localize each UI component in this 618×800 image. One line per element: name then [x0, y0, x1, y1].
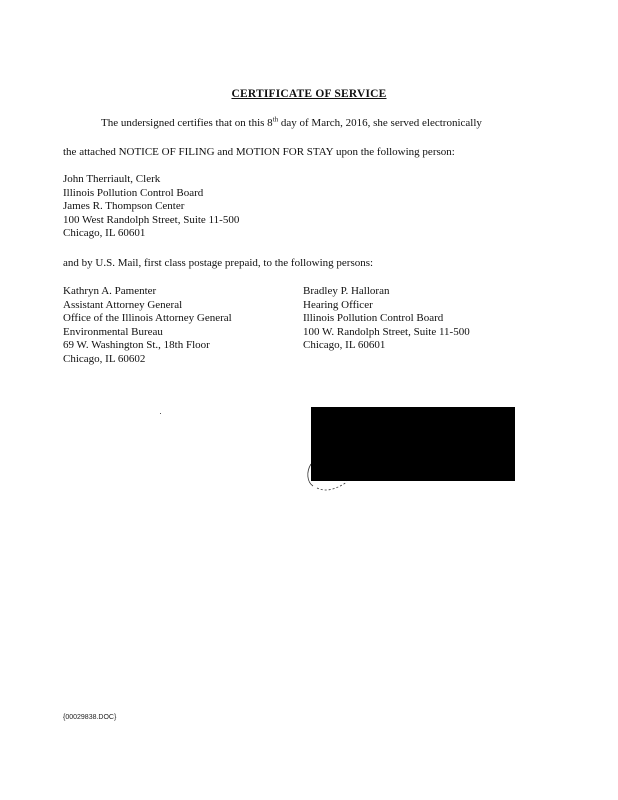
address-line: 100 West Randolph Street, Suite 11-500	[63, 213, 240, 226]
address-line: John Therriault, Clerk	[63, 173, 161, 185]
address-line: James R. Thompson Center	[63, 200, 185, 212]
mail-intro: and by U.S. Mail, first class postage prepaid, to the following persons:	[63, 257, 374, 269]
intro-line-1	[101, 117, 601, 129]
address-line: Illinois Pollution Control Board	[63, 186, 204, 199]
mail-recipient-hearing-officer	[303, 285, 470, 353]
address-line: Kathryn A. Pamenter	[63, 285, 157, 297]
address-line: Hearing Officer	[303, 298, 373, 311]
ordinal-suffix: th	[272, 115, 279, 124]
address-line: Bradley P. Halloran	[303, 285, 390, 297]
signature-redaction	[311, 407, 515, 481]
address-line: Chicago, IL 60602	[63, 352, 146, 365]
document-code: {00029838.DOC}	[63, 714, 117, 721]
intro-text-a: The undersigned certifies that on this 8	[101, 117, 273, 129]
address-line: Environmental Bureau	[63, 325, 163, 338]
address-line: Chicago, IL 60601	[303, 339, 386, 351]
address-line: 69 W. Washington St., 18th Floor	[63, 339, 210, 351]
address-line: Chicago, IL 60601	[63, 227, 146, 239]
address-line: Assistant Attorney General	[63, 298, 183, 311]
intro-text-b: day of March, 2016, she served electronically	[278, 117, 482, 129]
certificate-title: CERTIFICATE OF SERVICE	[231, 88, 387, 100]
scan-speck	[160, 413, 161, 414]
mail-recipient-attorney-general	[63, 285, 232, 366]
intro-line-2: the attached NOTICE OF FILING and MOTION FOR STAY upon the following person:	[63, 146, 455, 158]
address-line: Office of the Illinois Attorney General	[63, 312, 232, 324]
electronic-recipient-address	[63, 173, 239, 241]
address-line: 100 W. Randolph Street, Suite 11-500	[303, 325, 470, 338]
address-line: Illinois Pollution Control Board	[303, 312, 444, 324]
